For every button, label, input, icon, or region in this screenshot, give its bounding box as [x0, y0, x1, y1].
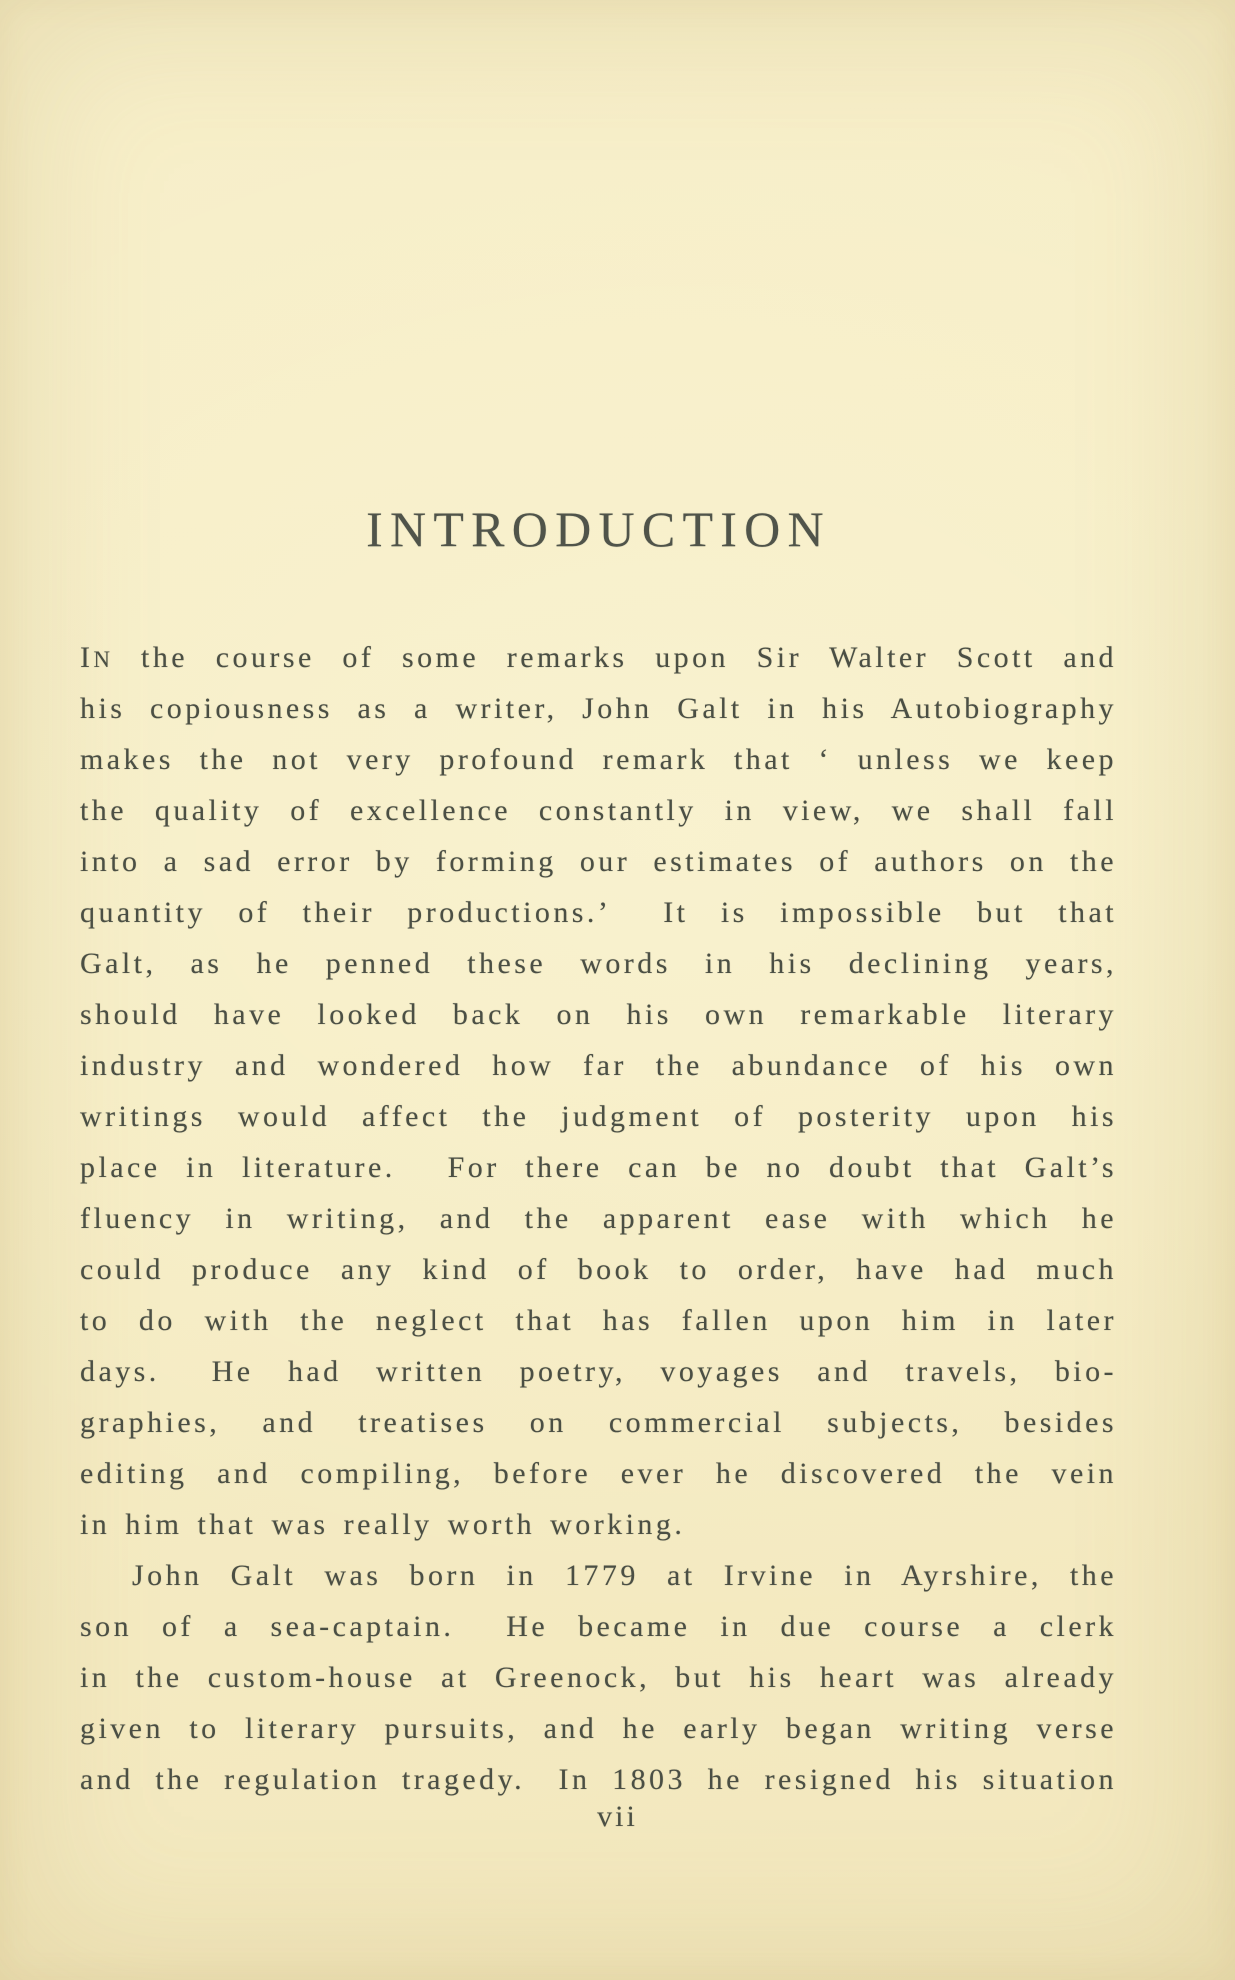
paragraph [80, 632, 1117, 1550]
text-line: to do with the neglect that has fallen upon him in later [80, 1304, 1117, 1337]
lead-smallcaps: N [93, 647, 114, 672]
text-line: in him that was really worth working. [80, 1508, 686, 1541]
text-line: editing and compiling, before ever he discovered the vein [80, 1457, 1117, 1490]
lead-initial: I [80, 641, 94, 674]
page-title: INTRODUCTION [366, 501, 831, 557]
body-text [80, 632, 1117, 1805]
text-line: writings would affect the judgment of posterity upon his [80, 1100, 1117, 1133]
text-line: industry and wondered how far the abundance of his own [80, 1049, 1117, 1082]
text-line: into a sad error by forming our estimates of authors on the [80, 845, 1117, 878]
text-line: makes the not very profound remark that ‘ unless we keep [80, 743, 1117, 776]
text-line: Galt, as he penned these words in his declining years, [80, 947, 1117, 980]
text-line: the quality of excellence constantly in view, we shall fall [80, 794, 1117, 827]
paragraph [80, 1550, 1117, 1805]
text-line: should have looked back on his own remarkable literary [80, 998, 1117, 1031]
text-line: his copiousness as a writer, John Galt in his Autobiography [80, 692, 1117, 725]
text-line: place in literature. For there can be no doubt that Galt’s [80, 1151, 1117, 1184]
text-line: quantity of their productions.’ It is impossible but that [80, 896, 1117, 929]
text-line: graphies, and treatises on commercial subjects, besides [80, 1406, 1117, 1439]
text-line: and the regulation tragedy. In 1803 he resigned his situation [80, 1763, 1117, 1796]
text-line: in the custom-house at Greenock, but his heart was already [80, 1661, 1117, 1694]
text-line: IN the course of some remarks upon Sir Walter Scott and [80, 641, 1117, 674]
text-line: given to literary pursuits, and he early began writing verse [80, 1712, 1117, 1745]
text-line: son of a sea-captain. He became in due course a clerk [80, 1610, 1117, 1643]
text-line: John Galt was born in 1779 at Irvine in Ayrshire, the [132, 1559, 1117, 1592]
text-line: fluency in writing, and the apparent ease with which he [80, 1202, 1117, 1235]
text-line: days. He had written poetry, voyages and travels, bio- [80, 1355, 1117, 1388]
text-line: could produce any kind of book to order, have had much [80, 1253, 1117, 1286]
page-number: vii [597, 1800, 638, 1833]
